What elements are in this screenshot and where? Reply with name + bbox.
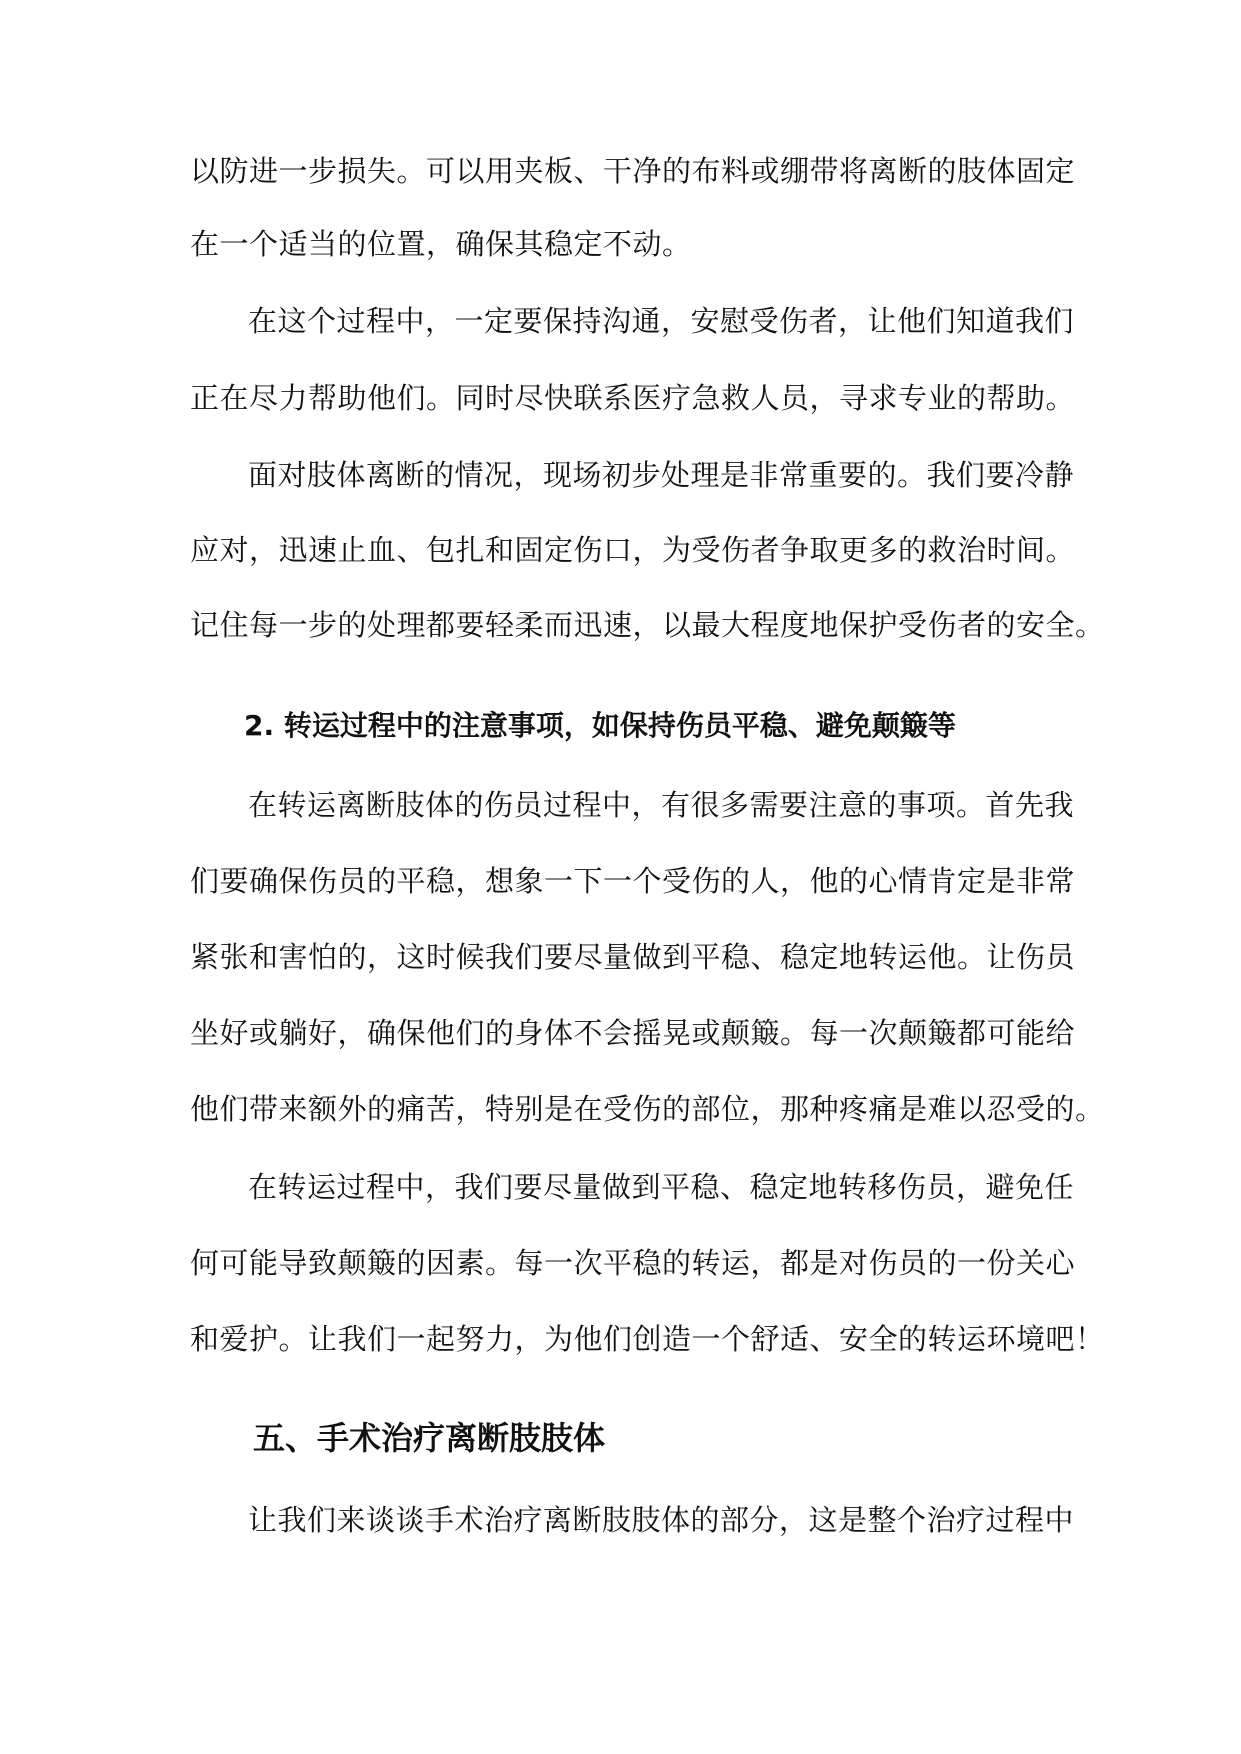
paragraph-1-line-2: 在一个适当的位置，确保其稳定不动。 xyxy=(190,227,692,261)
paragraph-6-line-1: 让我们来谈谈手术治疗离断肢肢体的部分，这是整个治疗过程中 xyxy=(248,1503,1075,1537)
paragraph-4-line-2: 们要确保伤员的平稳，想象一下一个受伤的人，他的心情肯定是非常 xyxy=(190,864,1076,898)
paragraph-3-line-2: 应对，迅速止血、包扎和固定伤口，为受伤者争取更多的救治时间。 xyxy=(190,533,1076,567)
section-2-heading: 2. 转运过程中的注意事项，如保持伤员平稳、避免颠簸等 xyxy=(244,709,956,742)
paragraph-2-line-1: 在这个过程中，一定要保持沟通，安慰受伤者，让他们知道我们 xyxy=(248,304,1075,338)
paragraph-1-line-1: 以防进一步损失。可以用夹板、干净的布料或绷带将离断的肢体固定 xyxy=(190,154,1076,188)
paragraph-4-line-3: 紧张和害怕的，这时候我们要尽量做到平稳、稳定地转运他。让伤员 xyxy=(190,940,1076,974)
paragraph-3-line-1: 面对肢体离断的情况，现场初步处理是非常重要的。我们要冷静 xyxy=(248,458,1075,492)
paragraph-5-line-1: 在转运过程中，我们要尽量做到平稳、稳定地转移伤员，避免任 xyxy=(248,1170,1075,1204)
section-5-heading: 五、手术治疗离断肢肢体 xyxy=(253,1419,606,1457)
paragraph-4-line-4: 坐好或躺好，确保他们的身体不会摇晃或颠簸。每一次颠簸都可能给 xyxy=(190,1016,1076,1050)
paragraph-3-line-3: 记住每一步的处理都要轻柔而迅速，以最大程度地保护受伤者的安全。 xyxy=(190,608,1105,642)
paragraph-4-line-1: 在转运离断肢体的伤员过程中，有很多需要注意的事项。首先我 xyxy=(248,788,1075,822)
paragraph-5-line-2: 何可能导致颠簸的因素。每一次平稳的转运，都是对伤员的一份关心 xyxy=(190,1246,1076,1280)
paragraph-2-line-2: 正在尽力帮助他们。同时尽快联系医疗急救人员，寻求专业的帮助。 xyxy=(190,381,1076,415)
paragraph-5-line-3: 和爱护。让我们一起努力，为他们创造一个舒适、安全的转运环境吧！ xyxy=(190,1322,1105,1356)
paragraph-4-line-5: 他们带来额外的痛苦，特别是在受伤的部位，那种疼痛是难以忍受的。 xyxy=(190,1092,1105,1126)
